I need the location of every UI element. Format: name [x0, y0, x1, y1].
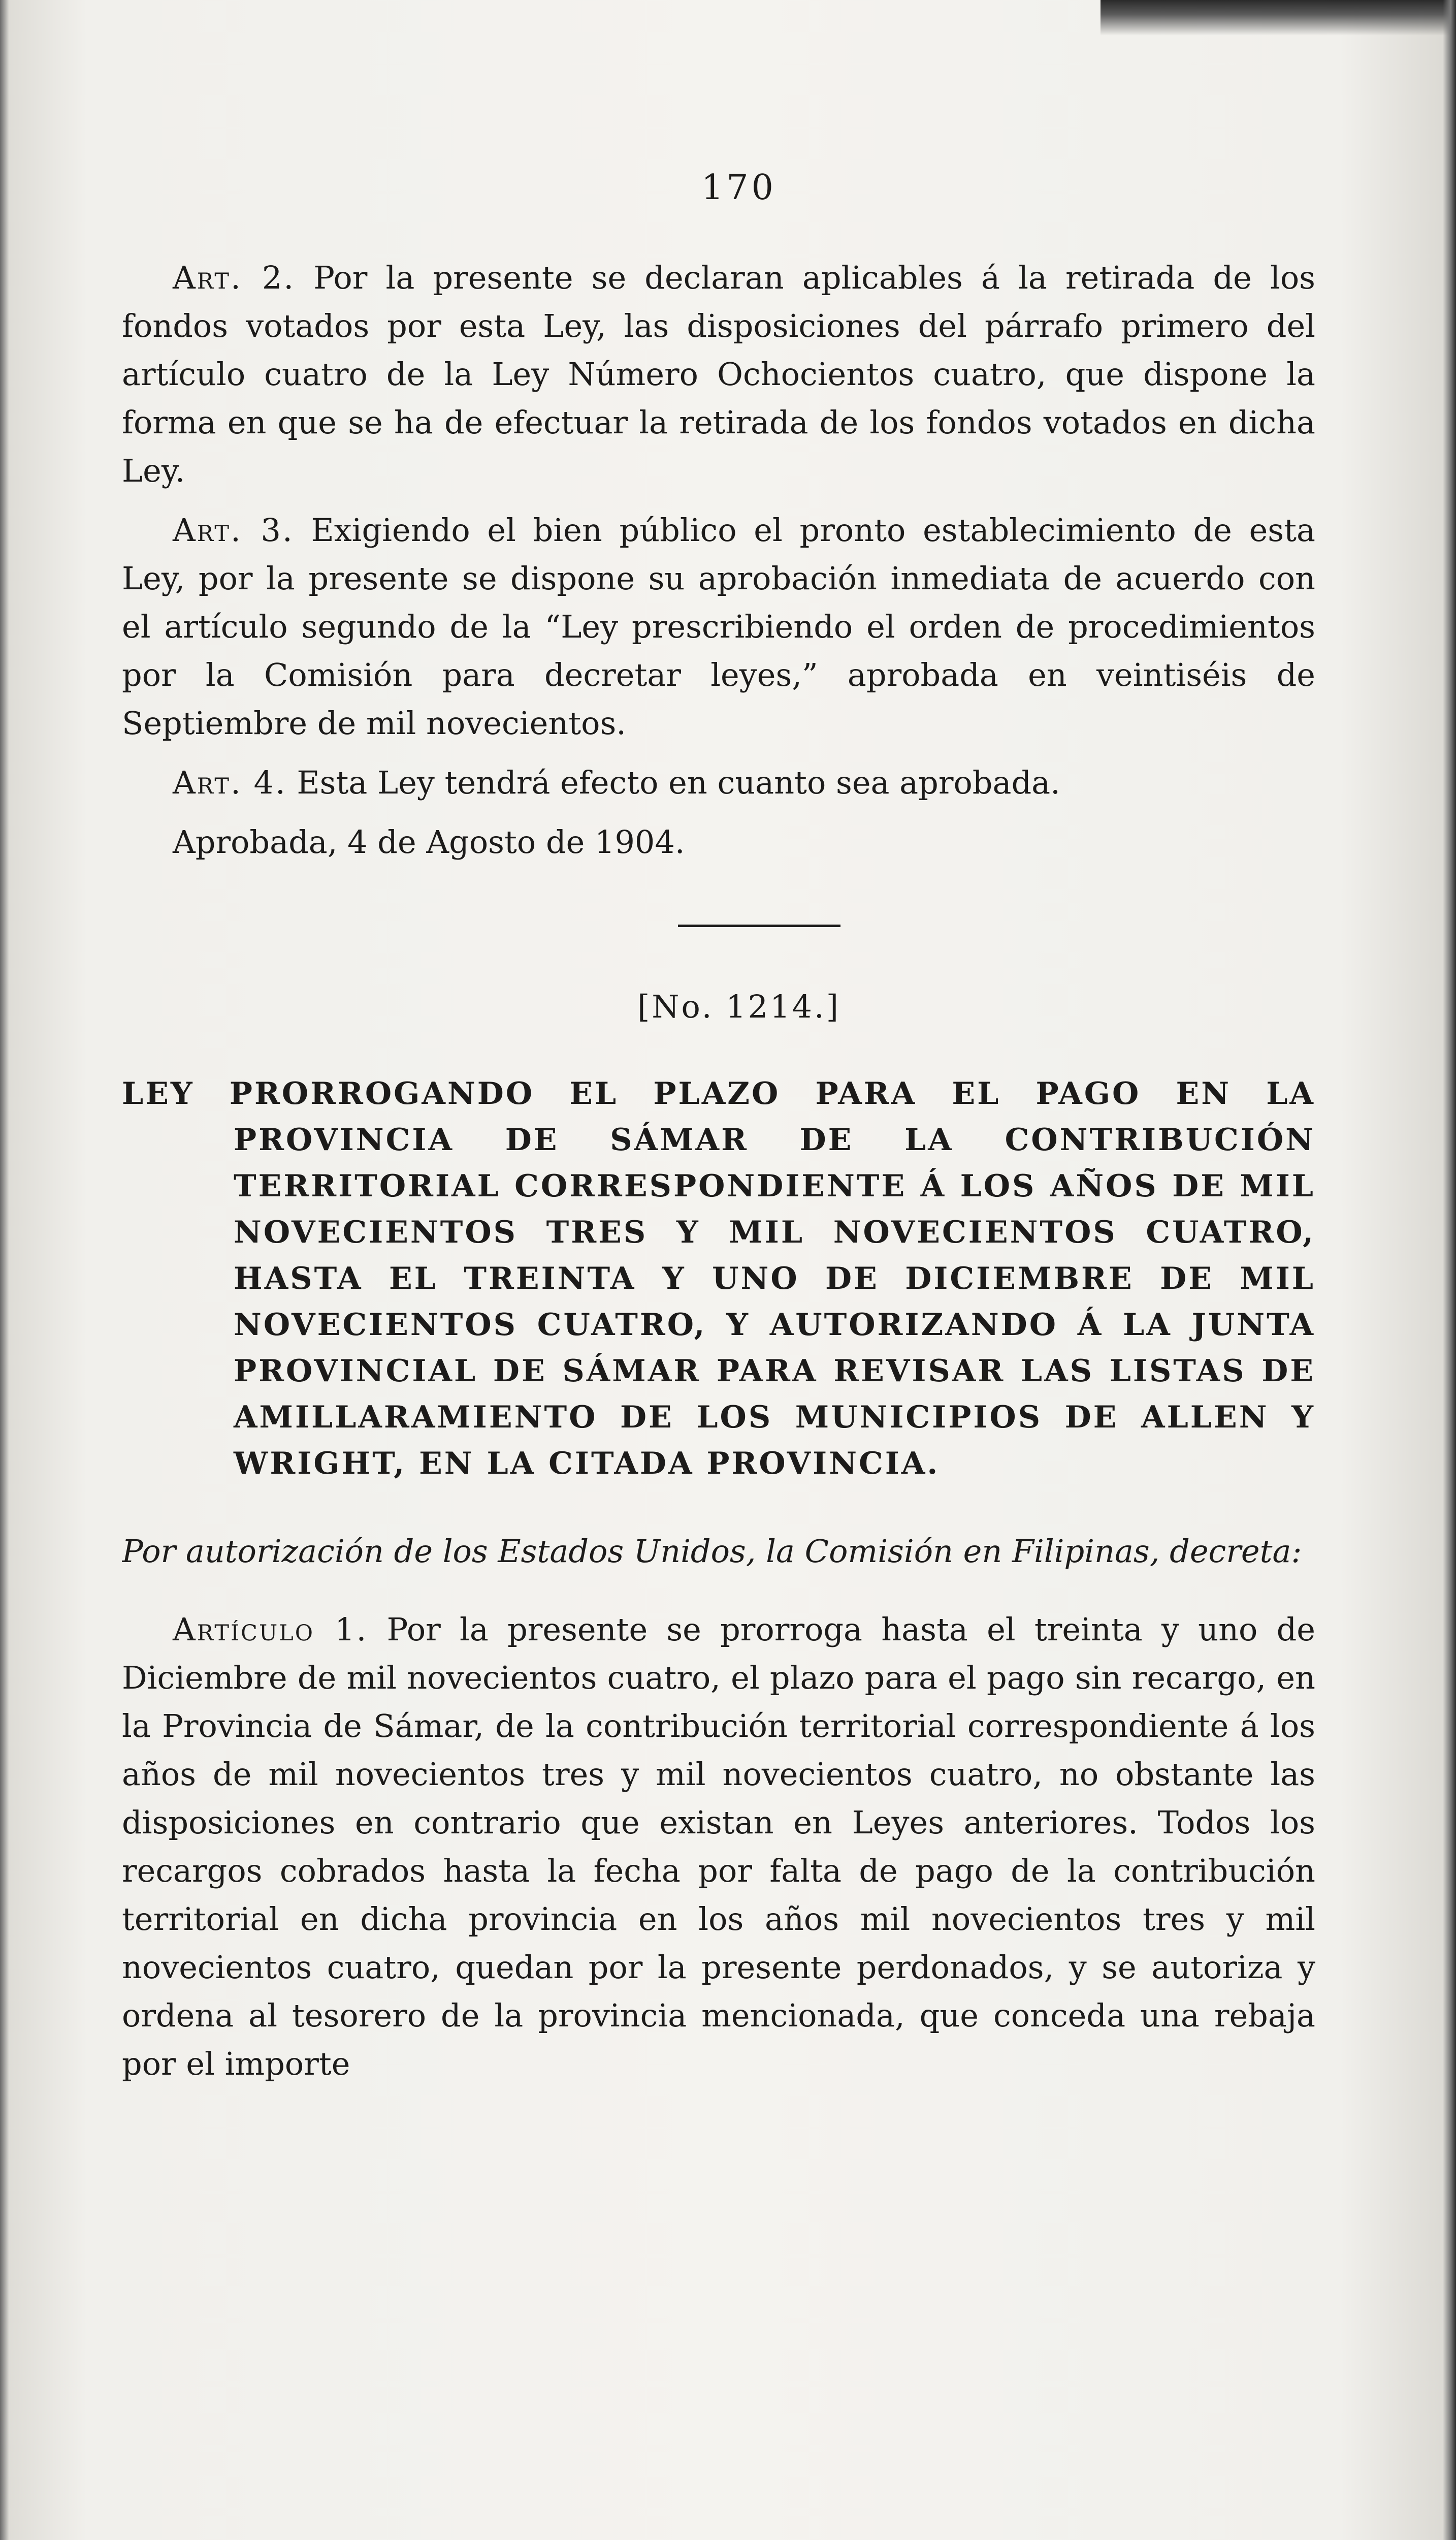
- article-3: [122, 506, 1315, 747]
- page-shadow-left: [0, 0, 9, 2540]
- previous-law-articles: [122, 253, 1315, 866]
- enacting-clause: Por autorización de los Estados Unidos, la Comisión en Filipinas, decreta:: [122, 1533, 1302, 1570]
- page-shadow-right: [1443, 0, 1456, 2540]
- article-label: Artículo 1.: [173, 1611, 368, 1648]
- article-label: Art. 2.: [173, 259, 296, 296]
- article-1: [122, 1605, 1315, 2088]
- page-content: [122, 168, 1315, 2530]
- law-number: [No. 1214.]: [637, 988, 840, 1025]
- article-label: Art. 3.: [173, 512, 294, 549]
- article-4: [122, 758, 1315, 807]
- article-text: Esta Ley tendrá efecto en cuanto sea aprobada.: [297, 764, 1060, 801]
- law-title: LEY PRORROGANDO EL PLAZO PARA EL PAGO EN LA PROVINCIA DE SÁMAR DE LA CONTRIBUCIÓN TERRITORIAL CORRESPONDIENTE Á LOS AÑOS DE MIL NOVECIENTOS TRES Y MIL NOVECIENTOS CUATRO, HASTA EL TREINTA Y UNO DE DICIEMBRE DE MIL NOVECIENTOS CUATRO, Y AUTORIZANDO Á LA JUNTA PROVINCIAL DE SÁMAR PARA REVISAR LAS LISTAS DE AMILLARAMIENTO DE LOS MUNICIPIOS DE ALLEN Y WRIGHT, EN LA CITADA PROVINCIA.: [122, 1076, 1315, 1481]
- section-divider: [678, 925, 840, 927]
- article-text: Exigiendo el bien público el pronto establecimiento de esta Ley, por la presente se dispone su aprobación inmediata de acuerdo con el artículo segundo de la “Ley prescribiendo el orden de procedimientos por la Comisión para decretar leyes,” aprobada en veintiséis de Septiembre de mil novecientos.: [122, 512, 1315, 742]
- article-label: Art. 4.: [173, 764, 287, 801]
- page-shadow-top: [1101, 0, 1456, 36]
- article-text: Por la presente se declaran aplicables á la retirada de los fondos votados por esta Ley, las disposiciones del párrafo primero del artículo cuatro de la Ley Número Ochocientos cuatro, que dispone la forma en que se ha de efectuar la retirada de los fondos votados en dicha Ley.: [122, 259, 1315, 489]
- approval-date: Aprobada, 4 de Agosto de 1904.: [173, 823, 685, 861]
- page-number: 170: [701, 168, 776, 208]
- article-text: Por la presente se prorroga hasta el treinta y uno de Diciembre de mil novecientos cuatro, el plazo para el pago sin recargo, en la Provincia de Sámar, de la contribución territorial correspondiente á los años de mil novecientos tres y mil novecientos cuatro, no obstante las disposiciones en contrario que existan en Leyes anteriores. Todos los recargos cobrados hasta la fecha por falta de pago de la contribución territorial en dicha provincia en los años mil novecientos tres y mil novecientos cuatro, quedan por la presente perdonados, y se autoriza y ordena al tesorero de la provincia mencionada, que conceda una rebaja por el importe: [122, 1611, 1315, 2082]
- article-2: [122, 253, 1315, 495]
- new-law: [122, 988, 1315, 2088]
